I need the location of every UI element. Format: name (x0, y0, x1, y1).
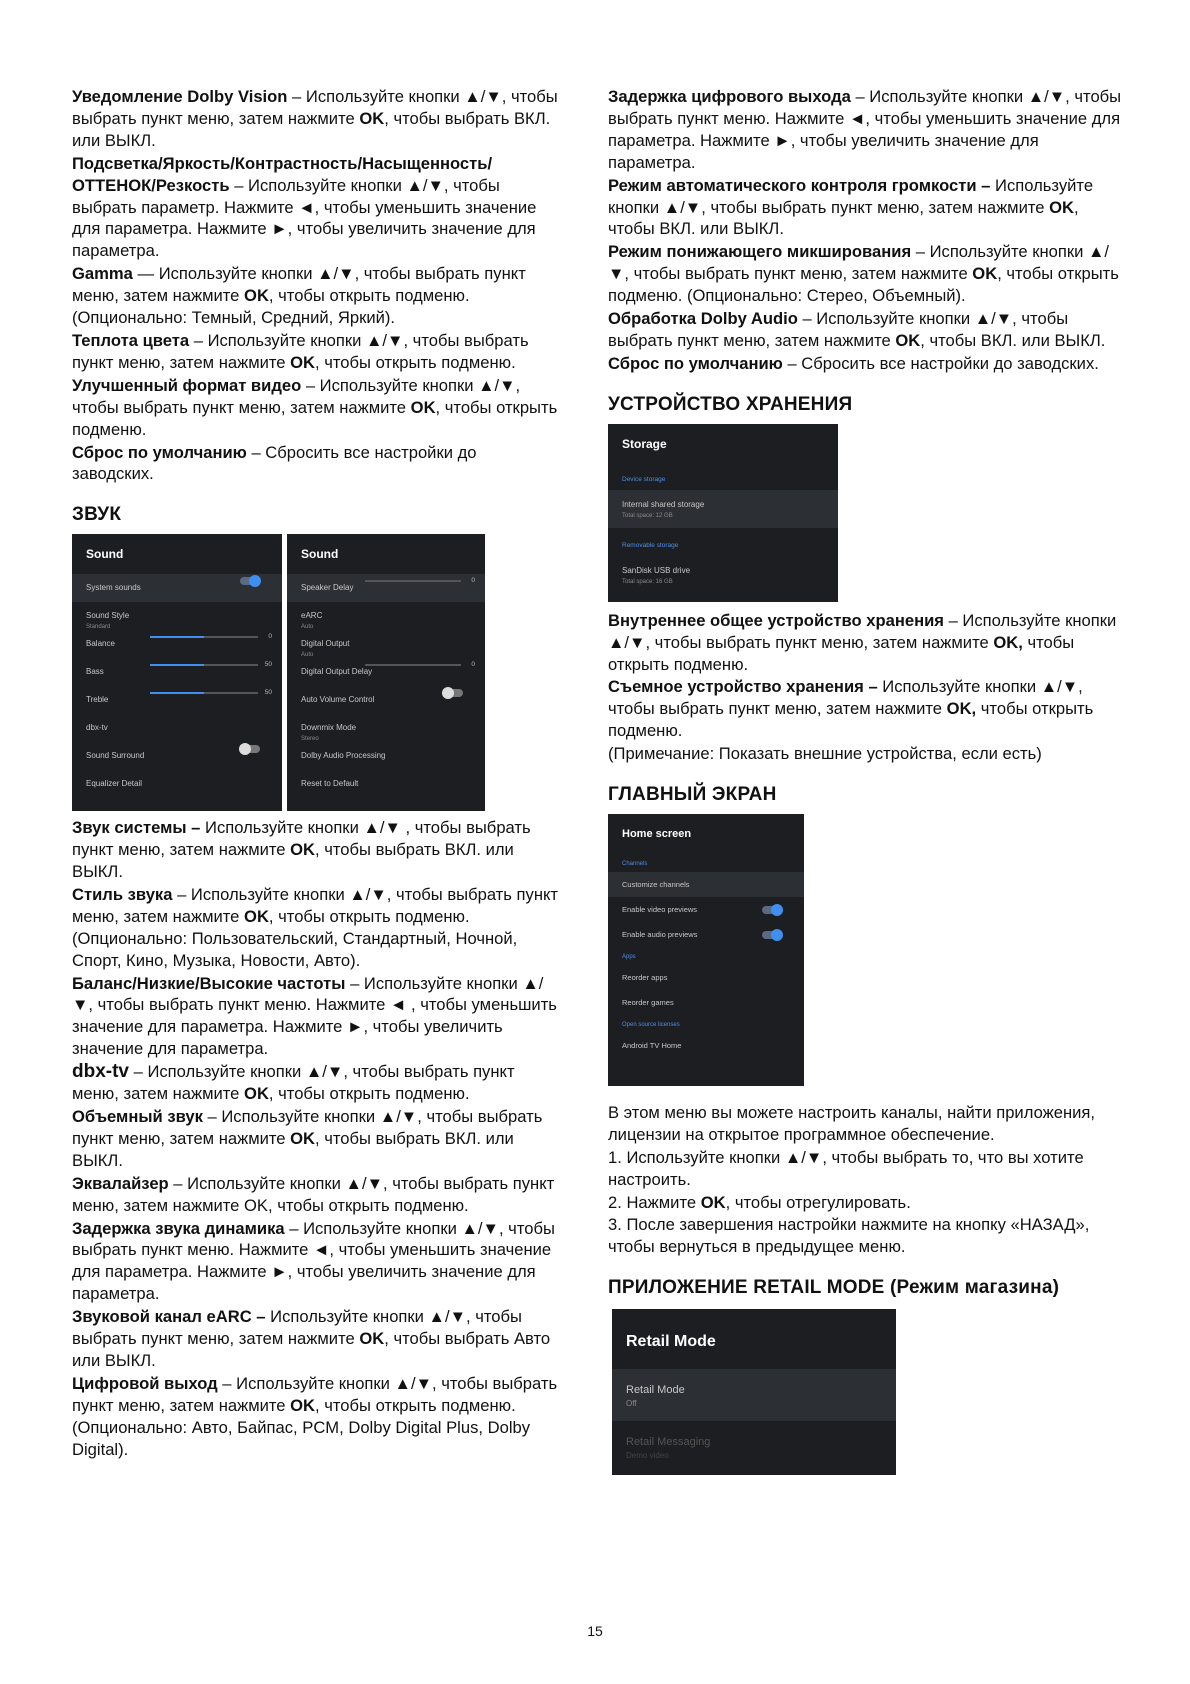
paragraph-tail: , чтобы открыть подменю. (Опционально: Темный, Средний, Яркий). (72, 286, 470, 328)
sound-row-label: Digital Output (301, 639, 350, 649)
sound-row-label: dbx-tv (86, 723, 108, 733)
paragraph-tail: , чтобы открыть подменю. (315, 352, 516, 372)
paragraph-text: – Используйте кнопки ▲/▼, чтобы выбрать пункт меню. Нажмите ◄ , чтобы уменьшить значение для параметра. Нажмите ►, чтобы увеличить значение для параметра. (72, 973, 557, 1059)
page-number: 15 (587, 1623, 603, 1639)
home-row (608, 922, 804, 947)
paragraph-term: Gamma (72, 264, 133, 284)
sound-row-label: Dolby Audio Processing (301, 751, 386, 761)
sound-menu-screenshot-1 (72, 534, 282, 811)
toggle-switch (762, 931, 782, 939)
storage-section-device: Device storage (622, 475, 666, 483)
home-row-label: Enable video previews (622, 904, 698, 914)
toggle-switch (240, 745, 260, 753)
ok-key: OK (290, 840, 316, 860)
paragraph-term: Съемное устройство хранения – (608, 677, 878, 697)
paragraph-text: Используйте кнопки ▲/▼, чтобы выбрать пункт меню, затем нажмите (608, 677, 1083, 719)
paragraph-tail: , чтобы выбрать ВКЛ. или ВЫКЛ. (72, 108, 551, 150)
paragraph-term: Задержка звука динамика (72, 1218, 285, 1238)
sound-row (287, 714, 485, 742)
home-screen-screenshot (608, 814, 804, 1086)
home-row (608, 990, 804, 1015)
paragraph-text: (Примечание: Показать внешние устройства, если есть) (608, 744, 1042, 764)
toggle-switch (240, 577, 260, 585)
left-column (72, 86, 562, 1462)
paragraph-term: Звук системы – (72, 818, 201, 838)
ok-key: OK (359, 108, 385, 128)
retail-row-messaging (612, 1421, 896, 1473)
paragraph (72, 1218, 562, 1306)
home-row (608, 897, 804, 922)
sound-row-label: Reset to Default (301, 779, 359, 789)
sound-menu-screenshot-2 (287, 534, 485, 811)
sound-row (72, 742, 282, 770)
paragraph-text: Используйте кнопки ▲/▼ , чтобы выбрать пункт меню, затем нажмите (72, 818, 531, 860)
sound-row-label: Digital Output Delay (301, 667, 373, 677)
paragraph-term: dbx-tv (72, 1061, 129, 1083)
ok-key: OK (700, 1192, 726, 1212)
retail-mode-screenshot (612, 1309, 896, 1475)
paragraph-text: – Сбросить все настройки до заводских. (782, 353, 1099, 373)
home-row-label: Android TV Home (622, 1040, 682, 1050)
home-row (608, 872, 804, 897)
paragraph (608, 353, 1128, 375)
paragraph (608, 743, 1128, 765)
slider-fill (150, 664, 204, 666)
paragraph-term: Стиль звука (72, 884, 173, 904)
sound-row-label: Speaker Delay (301, 583, 354, 593)
sound-row-label: Downmix Mode (301, 723, 357, 733)
sound-settings-text (72, 817, 562, 1460)
paragraph (608, 676, 1128, 742)
home-section: Open source licenses (622, 1021, 680, 1028)
sound-row-sub: Auto (301, 652, 314, 659)
sound-row (72, 770, 282, 798)
paragraph-term: Звуковой канал eARC – (72, 1307, 266, 1327)
paragraph (72, 86, 562, 152)
sound-heading: ЗВУК (72, 504, 122, 526)
home-row-label: Customize channels (622, 879, 690, 889)
ok-key: OK (244, 286, 269, 306)
sound-title: Sound (86, 547, 124, 562)
home-title: Home screen (622, 827, 692, 840)
home-step (608, 1147, 1128, 1191)
ok-key: OK (895, 330, 921, 350)
home-step-tail: , чтобы отрегулировать. (725, 1192, 911, 1212)
paragraph-term: Режим понижающего микширования (608, 242, 912, 262)
home-step (608, 1192, 1128, 1214)
slider-value: 50 (264, 661, 272, 669)
sound-row-label: System sounds (86, 583, 141, 593)
storage-row-internal-label: Internal shared storage (622, 499, 705, 509)
sound-row (287, 742, 485, 770)
sound-row-label: Equalizer Detail (86, 779, 143, 789)
paragraph-tail: , чтобы открыть подменю. (Опционально: Авто, Байпас, PCM, Dolby Digital Plus, Dolby Digital). (72, 1395, 531, 1459)
slider-fill (150, 692, 204, 694)
storage-row-usb (608, 556, 838, 590)
home-paragraph: В этом меню вы можете настроить каналы, найти приложения, лицензии на открытое программное обеспечение. (608, 1102, 1095, 1144)
home-section: Channels (622, 860, 648, 867)
picture-settings-text (72, 86, 562, 485)
slider-value: 50 (264, 689, 272, 697)
sound-row (72, 714, 282, 742)
paragraph (608, 175, 1128, 241)
sound-row-label: Sound Surround (86, 751, 145, 761)
paragraph-term: Сброс по умолчанию (72, 442, 247, 462)
retail-row-messaging-sub: Demo video (626, 1451, 669, 1461)
paragraph (72, 973, 562, 1061)
sound-row (287, 686, 485, 714)
slider-value: 0 (471, 661, 475, 669)
paragraph-term: Задержка цифрового выхода (608, 87, 851, 106)
paragraph-term: Режим автоматического контроля громкости – (608, 175, 991, 195)
slider-value: 0 (471, 577, 475, 585)
ok-key: OK (410, 397, 436, 417)
sound-row-label: Sound Style (86, 611, 130, 621)
paragraph-term: Внутреннее общее устройство хранения (608, 610, 944, 630)
paragraph-term: Сброс по умолчанию (608, 353, 783, 373)
paragraph-text: – Используйте кнопки ▲/▼, чтобы выбрать пункт меню, затем нажмите (608, 309, 1069, 350)
paragraph-tail: , чтобы выбрать Авто или ВЫКЛ. (72, 1329, 551, 1370)
storage-screenshot (608, 424, 838, 602)
retail-row-mode (612, 1369, 896, 1421)
paragraph-text: – Используйте кнопки ▲/▼, чтобы выбрать пункт меню, затем нажмите (72, 375, 521, 417)
paragraph-term: Объемный звук (72, 1107, 203, 1126)
paragraph-term: Цифровой выход (72, 1373, 218, 1393)
paragraph-text: – Сбросить все настройки до заводских. (72, 442, 477, 484)
paragraph (72, 1061, 562, 1105)
storage-row-internal-sub: Total space: 12 GB (622, 512, 673, 519)
toggle-switch (762, 906, 782, 914)
slider-track (150, 636, 258, 638)
paragraph-tail: , чтобы ВКЛ. или ВЫКЛ. (608, 197, 1079, 239)
sound-row-sub: Stereo (301, 736, 319, 743)
sound-row-label: Treble (86, 695, 109, 705)
sound-row (72, 574, 282, 602)
paragraph (72, 817, 562, 883)
paragraph-tail: , чтобы открыть подменю. (268, 1084, 470, 1104)
paragraph-text: Используйте кнопки ▲/▼, чтобы выбрать пункт меню, затем нажмите (608, 175, 1094, 217)
storage-row-usb-label: SanDisk USB drive (622, 565, 691, 575)
ok-key: OK, (946, 699, 977, 719)
paragraph-text: – Используйте кнопки ▲/▼, чтобы выбрать пункт меню, затем нажмите (72, 884, 559, 926)
paragraph-text: – Используйте кнопки ▲/▼, чтобы выбрать пункт меню, затем нажмите OK, чтобы открыть подменю. (72, 1173, 555, 1215)
sound-row (72, 602, 282, 630)
paragraph-text: – Используйте кнопки ▲/▼, чтобы выбрать пункт меню, затем нажмите (72, 87, 558, 128)
paragraph-text: – Используйте кнопки ▲/▼, чтобы выбрать пункт меню, затем нажмите (72, 330, 529, 372)
paragraph-text: – Используйте кнопки ▲/▼, чтобы выбрать пункт меню, затем нажмите (72, 1373, 558, 1415)
paragraph-term: Обработка Dolby Audio (608, 309, 798, 329)
paragraph-tail: чтобы открыть подменю. (608, 632, 1075, 674)
paragraph-term: Эквалайзер (72, 1173, 169, 1193)
paragraph-tail: чтобы открыть подменю. (608, 699, 1094, 741)
paragraph-tail: , чтобы открыть подменю. (72, 397, 558, 439)
storage-text (608, 610, 1128, 765)
paragraph (608, 308, 1128, 352)
retail-row-messaging-label: Retail Messaging (626, 1436, 711, 1449)
sound-row-label: Bass (86, 667, 104, 677)
home-row-label: Reorder apps (622, 972, 668, 982)
paragraph-term: Уведомление Dolby Vision (72, 87, 288, 106)
paragraph-tail: , чтобы выбрать ВКЛ. или ВЫКЛ. (72, 1128, 514, 1170)
paragraph-text: – Используйте кнопки ▲/▼, чтобы выбрать пункт меню, затем нажмите (72, 1062, 515, 1104)
paragraph-term: Баланс/Низкие/Высокие частоты (72, 973, 346, 993)
storage-title: Storage (622, 436, 667, 451)
paragraph (72, 1173, 562, 1217)
paragraph-term: Теплота цвета (72, 330, 190, 350)
sound-row (72, 658, 282, 686)
paragraph-text: – Используйте кнопки ▲/▼, чтобы выбрать пункт меню. Нажмите ◄, чтобы уменьшить значение для параметра. Нажмите ►, чтобы увеличить значение для параметра. (72, 1218, 555, 1304)
ok-key: OK (290, 352, 316, 372)
sound-row-sub: Auto (301, 624, 314, 631)
home-section: Apps (622, 953, 636, 960)
retail-heading: ПРИЛОЖЕНИЕ RETAIL MODE (Режим магазина) (608, 1277, 1060, 1299)
slider-track (365, 580, 461, 582)
sound-row-label: Balance (86, 639, 115, 649)
slider-fill (150, 636, 204, 638)
storage-section-removable: Removable storage (622, 541, 679, 549)
sound-row-label: eARC (301, 611, 323, 621)
storage-heading: УСТРОЙСТВО ХРАНЕНИЯ (608, 393, 853, 415)
home-row-label: Reorder games (622, 997, 674, 1007)
ok-key: OK (290, 1395, 316, 1415)
home-heading: ГЛАВНЫЙ ЭКРАН (608, 784, 777, 806)
home-step-text: 2. Нажмите (608, 1192, 701, 1212)
paragraph (72, 442, 562, 486)
right-column (608, 86, 1128, 1475)
home-text (608, 1102, 1128, 1258)
home-row (608, 965, 804, 990)
home-step-text: 3. После завершения настройки нажмите на кнопку «НАЗАД», чтобы вернуться в предыдущее меню. (608, 1215, 1090, 1257)
slider-value: 0 (268, 633, 272, 641)
paragraph (72, 884, 562, 972)
paragraph (72, 1306, 562, 1372)
paragraph (608, 610, 1128, 676)
paragraph-text: – Используйте кнопки ▲/▼, чтобы выбрать пункт меню, затем нажмите (72, 1107, 543, 1148)
ok-key: OK (1049, 197, 1074, 217)
sound-screenshots (72, 534, 562, 811)
paragraph-text: — Используйте кнопки ▲/▼, чтобы выбрать пункт меню, затем нажмите (72, 264, 526, 306)
paragraph-tail: , чтобы выбрать ВКЛ. или ВЫКЛ. (72, 840, 514, 882)
paragraph (72, 263, 562, 329)
sound-title: Sound (301, 547, 339, 562)
sound-row (287, 770, 485, 798)
home-step-text: 1. Используйте кнопки ▲/▼, чтобы выбрать то, что вы хотите настроить. (608, 1147, 1084, 1189)
slider-track (365, 664, 461, 666)
retail-row-mode-sub: Off (626, 1399, 637, 1409)
ok-key: OK (972, 264, 998, 284)
paragraph (72, 1106, 562, 1172)
slider-track (150, 664, 258, 666)
ok-key: OK (244, 906, 269, 926)
sound-row (287, 574, 485, 602)
home-step (608, 1214, 1128, 1258)
paragraph (608, 86, 1128, 174)
ok-key: OK (244, 1084, 269, 1104)
paragraph-text: – Используйте кнопки ▲/▼, чтобы выбрать пункт меню. Нажмите ◄, чтобы уменьшить значение для параметра. Нажмите ►, чтобы увеличить значение для параметра. (608, 87, 1122, 172)
sound-row (287, 630, 485, 658)
sound-row-sub: Standard (86, 624, 111, 631)
paragraph-tail: , чтобы открыть подменю. (Опционально: Стерео, Объемный). (608, 264, 1119, 306)
storage-row-internal (608, 490, 838, 528)
paragraph-term: Улучшенный формат видео (72, 375, 302, 395)
sound-row-label: Auto Volume Control (301, 695, 375, 705)
home-row (608, 1033, 804, 1058)
slider-track (150, 692, 258, 694)
paragraph (72, 153, 562, 263)
paragraph-tail: , чтобы открыть подменю. (Опционально: Пользовательский, Стандартный, Ночной, Спорт, Кино, Музыка, Новости, Авто). (72, 906, 518, 970)
sound-row (287, 602, 485, 630)
paragraph-text: – Используйте кнопки ▲/▼, чтобы выбрать параметр. Нажмите ◄, чтобы уменьшить значение для параметра. Нажмите ►, чтобы увеличить значение для параметра. (72, 175, 537, 261)
sound-row (72, 686, 282, 714)
retail-row-mode-label: Retail Mode (626, 1384, 685, 1397)
paragraph-tail: , чтобы ВКЛ. или ВЫКЛ. (920, 330, 1106, 350)
paragraph-text: – Используйте кнопки ▲/▼, чтобы выбрать пункт меню, затем нажмите (608, 242, 1110, 284)
sound-row (287, 658, 485, 686)
ok-key: OK (290, 1128, 316, 1148)
paragraph (72, 375, 562, 441)
ok-key: OK (359, 1329, 385, 1349)
paragraph (72, 1373, 562, 1461)
paragraph-text: – Используйте кнопки ▲/▼, чтобы выбрать пункт меню, затем нажмите (608, 610, 1117, 652)
paragraph-text: Используйте кнопки ▲/▼, чтобы выбрать пункт меню, затем нажмите (72, 1307, 522, 1349)
retail-title: Retail Mode (626, 1333, 716, 1351)
toggle-switch (443, 689, 463, 697)
paragraph (72, 330, 562, 374)
paragraph-term: Подсветка/Яркость/Контрастность/Насыщенность/ ОТТЕНОК/Резкость (72, 153, 493, 195)
paragraph (608, 241, 1128, 307)
ok-key: OK, (993, 632, 1023, 652)
sound-row (72, 630, 282, 658)
storage-row-usb-sub: Total space: 16 GB (622, 578, 673, 585)
home-row-label: Enable audio previews (622, 929, 698, 939)
sound-settings-text-cont (608, 86, 1128, 375)
